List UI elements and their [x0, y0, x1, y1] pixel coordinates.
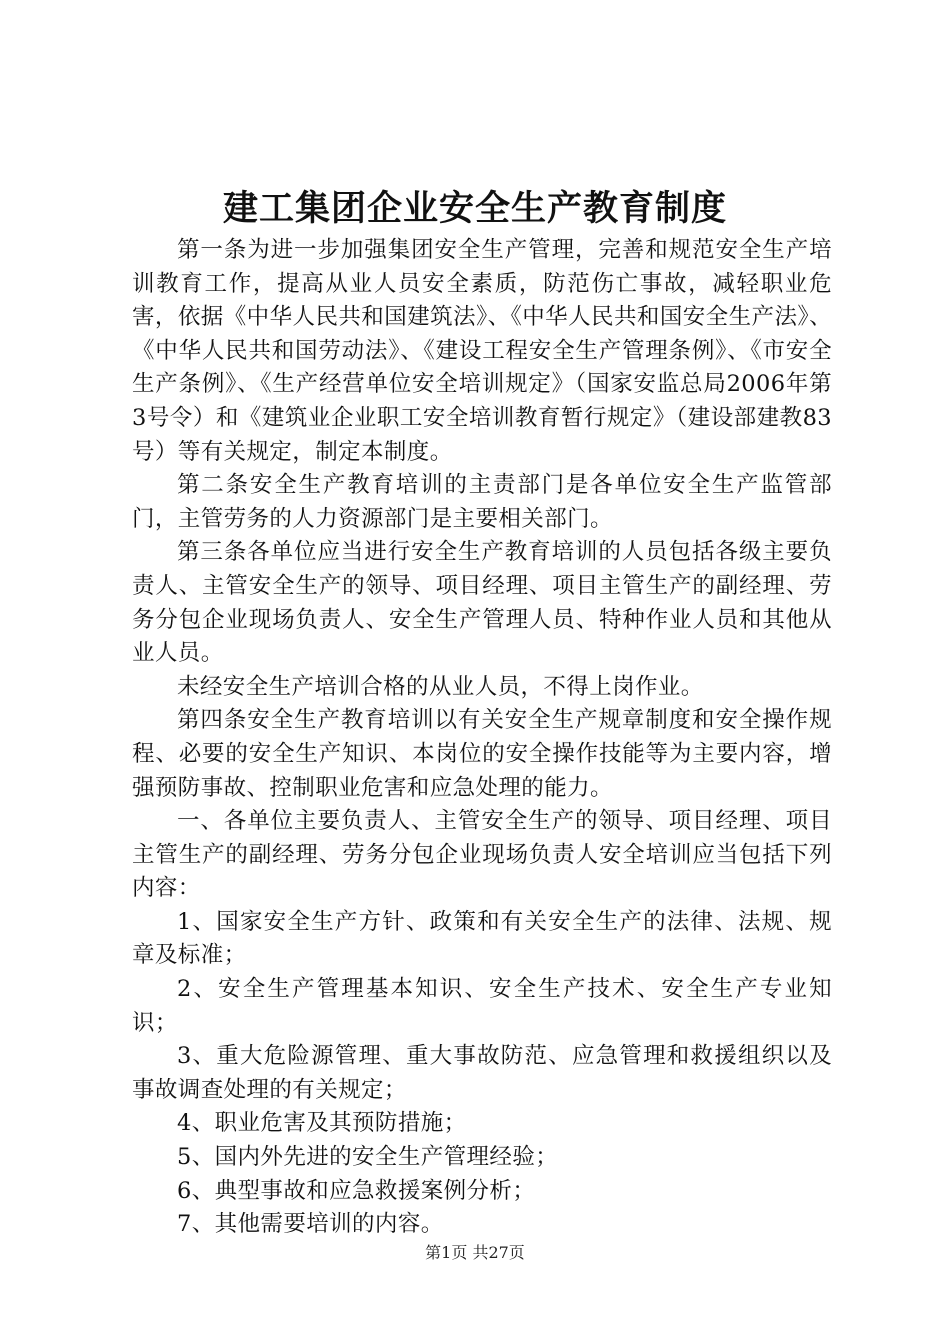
paragraph-article-3-note: 未经安全生产培训合格的从业人员，不得上岗作业。 — [177, 673, 704, 700]
document-body — [132, 234, 832, 1242]
document-title: 建工集团企业安全生产教育制度 — [222, 188, 727, 229]
list-item-3: 3、重大危险源管理、重大事故防范、应急管理和救援组织以及事故调查处理的有关规定； — [132, 1043, 832, 1103]
list-item-4: 4、职业危害及其预防措施； — [177, 1110, 467, 1137]
page-footer: 第1页 共27页 — [425, 1243, 525, 1262]
paragraph-article-3: 第三条各单位应当进行安全生产教育培训的人员包括各级主要负责人、主管安全生产的领导、项目经理、项目主管生产的副经理、劳务分包企业现场负责人、安全生产管理人员、特种作业人员和其他从业人员。 — [132, 539, 832, 667]
list-item-2: 2、安全生产管理基本知识、安全生产技术、安全生产专业知识； — [132, 976, 832, 1036]
paragraph-section-1: 一、各单位主要负责人、主管安全生产的领导、项目经理、项目主管生产的副经理、劳务分包企业现场负责人安全培训应当包括下列内容： — [132, 808, 832, 902]
paragraph-article-1: 第一条为进一步加强集团安全生产管理，完善和规范安全生产培训教育工作，提高从业人员安全素质，防范伤亡事故，减轻职业危害，依据《中华人民共和国建筑法》、《中华人民共和国安全生产法》、《中华人民共和国劳动法》、《建设工程安全生产管理条例》、《市安全生产条例》、《生产经营单位安全培训规定》（国家安监总局2006年第3号令）和《建筑业企业职工安全培训教育暂行规定》（建设部建教83号）等有关规定，制定本制度。 — [132, 237, 832, 465]
paragraph-article-4: 第四条安全生产教育培训以有关安全生产规章制度和安全操作规程、必要的安全生产知识、本岗位的安全操作技能等为主要内容，增强预防事故、控制职业危害和应急处理的能力。 — [132, 707, 832, 801]
list-item-6: 6、典型事故和应急救援案例分析； — [177, 1177, 536, 1204]
list-item-7: 7、其他需要培训的内容。 — [177, 1211, 444, 1238]
list-item-1: 1、国家安全生产方针、政策和有关安全生产的法律、法规、规章及标准； — [132, 908, 832, 969]
list-item-5: 5、国内外先进的安全生产管理经验； — [177, 1144, 559, 1171]
paragraph-article-2: 第二条安全生产教育培训的主责部门是各单位安全生产监管部门，主管劳务的人力资源部门是主要相关部门。 — [132, 472, 832, 532]
